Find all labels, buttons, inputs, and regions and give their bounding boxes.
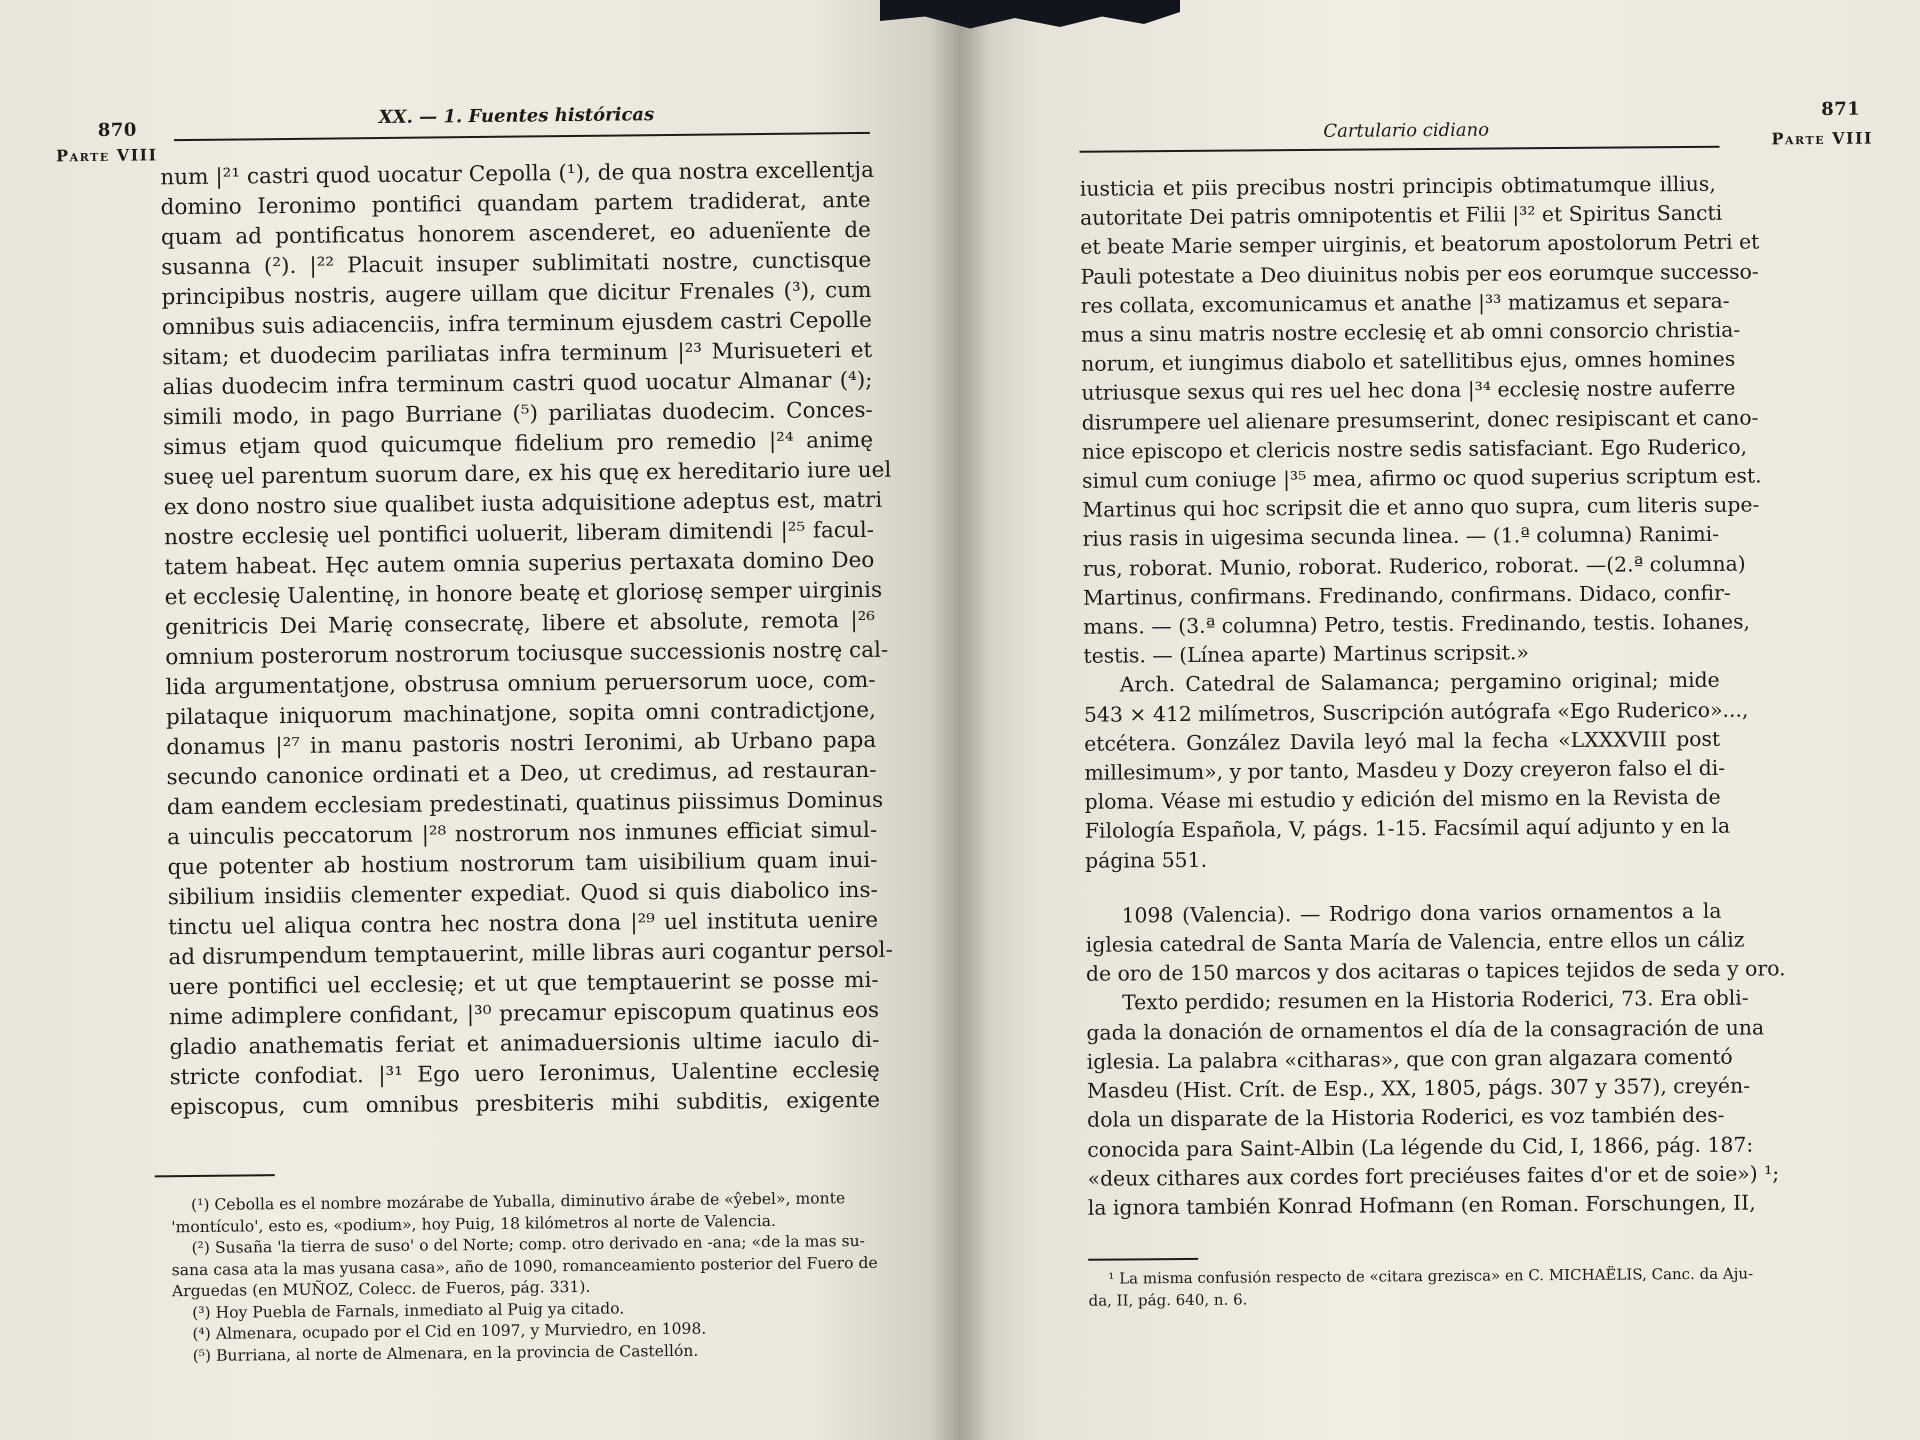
left-header-rule xyxy=(174,132,870,141)
right-line: res collata, excomunicamus et anathe |³³ matizamus et separa- xyxy=(1080,288,1730,318)
left-line: ad disrumpendum temptauerint, mille libras auri cogantur persol- xyxy=(168,937,893,971)
left-line: alias duodecim infra terminum castri quod uocatur Almanar (⁴); xyxy=(162,367,873,401)
right-line: mus a sinu matris nostre ecclesię et ab omni consorcio christia- xyxy=(1080,317,1741,347)
left-line: donamus |²⁷ in manu pastoris nostri Ieronimi, ab Urbano papa xyxy=(166,727,877,761)
left-line: et ecclesię Ualentinę, in honore beatę et gloriosę semper uirginis xyxy=(164,577,883,611)
left-line: lida argumentatjone, obstrusa omnium peruersorum uoce, com- xyxy=(165,667,876,701)
archive-line: página 551. xyxy=(1084,847,1208,873)
right-running-head: Cartulario cidiano xyxy=(1323,119,1490,142)
left-line: simili modo, in pago Burriane (⁵) pariliatas duodecim. Conces- xyxy=(162,397,873,431)
left-line: tinctu uel aliqua contra hec nostra dona |²⁹ uel instituta uenire xyxy=(168,907,879,941)
right-line: Pauli potestate a Deo diuinitus nobis per eos eorumque successo- xyxy=(1080,259,1759,289)
right-line: simul cum coniuge |³⁵ mea, afirmo oc quod superius scriptum est. xyxy=(1082,463,1762,493)
left-line: num |²¹ castri quod uocatur Cepolla (¹), de qua nostra excellentja xyxy=(160,157,875,191)
archive-line: Arch. Catedral de Salamanca; pergamino original; mide xyxy=(1119,668,1720,697)
entry-1098-line: 1098 (Valencia). — Rodrigo dona varios ornamentos a la xyxy=(1121,898,1722,928)
archive-line: etcétera. González Davila leyó mal la fecha «LXXXVIII post xyxy=(1084,726,1721,756)
left-line: stricte confodiat. |³¹ Ego uero Ieronimus, Ualentine ecclesię xyxy=(169,1057,880,1091)
left-running-head: XX. — 1. Fuentes históricas xyxy=(378,104,655,129)
left-line: uere pontifici uel ecclesię; et ut que temptauerint se posse mi- xyxy=(168,967,879,1001)
footnote-line: Arguedas (en MUÑOZ, Colecc. de Fueros, pág. 331). xyxy=(171,1277,591,1301)
right-line: nice episcopo et clericis nostre sedis satisfaciant. Ego Ruderico, xyxy=(1081,434,1748,464)
left-line: domino Ieronimo pontifici quandam partem tradiderat, ante xyxy=(160,187,871,221)
left-line: omnium posterorum nostrorum tociusque successionis nostrę cal- xyxy=(165,637,889,671)
left-line: simus etjam quod quicumque fidelium pro remedio |²⁴ animę xyxy=(163,427,874,461)
left-footnotes xyxy=(171,1188,885,1367)
left-line: que potenter ab hostium nostrorum tam uisibilium quam inui- xyxy=(167,847,878,881)
footnote-line: 'montículo', esto es, «podium», hoy Puig, 18 kilómetros al norte de Valencia. xyxy=(171,1211,777,1236)
right-line: testis. — (Línea aparte) Martinus scripsit.» xyxy=(1083,640,1530,669)
right-footnote-rule xyxy=(1088,1258,1198,1261)
right-line: rus, roborat. Munio, roborat. Ruderico, roborat. —(2.ª columna) xyxy=(1082,551,1746,581)
commentary-line: Texto perdido; resumen en la Historia Roderici, 73. Era obli- xyxy=(1122,986,1749,1015)
left-line: ex dono nostro siue qualibet iusta adquisitione adeptus est, matri xyxy=(163,487,883,521)
left-line: gladio anathematis feriat et animaduersionis ultime iaculo di- xyxy=(169,1027,880,1061)
left-line: omnibus suis adiacenciis, infra terminum ejusdem castri Cepolle xyxy=(161,307,872,341)
footnote-line: (³) Hoy Puebla de Farnals, inmediato al Puig ya citado. xyxy=(192,1299,625,1322)
right-page-number: 871 xyxy=(1821,98,1861,120)
footnote-line: (⁴) Almenara, ocupado por el Cid en 1097, y Murviedro, en 1098. xyxy=(192,1319,707,1344)
right-body-text xyxy=(1079,170,1786,1223)
left-line: dam eandem ecclesiam predestinati, quatinus piissimus Dominus xyxy=(166,787,884,821)
right-header-rule xyxy=(1080,146,1720,153)
footnote-line: sana casa ata la mas yusana casa», año de 1090, romanceamiento posterior del Fuero de xyxy=(171,1253,878,1279)
left-footnote-rule xyxy=(155,1174,275,1177)
left-line: secundo canonice ordinati et a Deo, ut credimus, ad restauran- xyxy=(166,757,877,791)
archive-line: ploma. Véase mi estudio y edición del mismo en la Revista de xyxy=(1084,785,1721,815)
entry-1098-line: iglesia catedral de Santa María de Valencia, entre ellos un cáliz xyxy=(1085,927,1745,957)
right-line: rius rasis in uigesima secunda linea. — (1.ª columna) Ranimi- xyxy=(1082,522,1720,552)
right-line: autoritate Dei patris omnipotentis et Filii |³² et Spiritus Sancti xyxy=(1079,200,1723,230)
archive-line: 543 × 412 milímetros, Suscripción autógrafa «Ego Ruderico»..., xyxy=(1083,697,1749,727)
left-line: sueę uel parentum suorum dare, ex his quę ex hereditario iure uel xyxy=(163,457,892,491)
right-line: Martinus qui hoc scripsit die et anno quo supra, cum literis supe- xyxy=(1082,492,1760,523)
left-line: pilataque iniquorum machinatjone, sopita omni contradictjone, xyxy=(165,697,877,731)
footnote-line: da, II, pág. 640, n. 6. xyxy=(1088,1290,1248,1310)
left-line: nostre ecclesię uel pontifici uoluerit, liberam dimitendi |²⁵ facul- xyxy=(163,517,875,551)
left-line: principibus nostris, augere uillam que dicitur Frenales (³), cum xyxy=(161,277,872,311)
left-line: genitricis Dei Marię consecratę, libere et absolute, remota |²⁶ xyxy=(164,607,876,641)
left-line: tatem habeat. Hęc autem omnia superius pertaxata domino Deo xyxy=(164,547,875,581)
right-line: utriusque sexus qui res uel hec dona |³⁴ ecclesię nostre auferre xyxy=(1081,376,1736,406)
footnote-line: (¹) Cebolla es el nombre mozárabe de Yuballa, diminutivo árabe de «ŷebel», monte xyxy=(190,1189,846,1215)
left-line: sitam; et duodecim pariliatas infra terminum |²³ Murisueteri et xyxy=(162,337,873,371)
right-line: disrumpere uel alienare presumserint, donec resipiscant et cano- xyxy=(1081,405,1759,435)
left-line: sibilium insidiis clementer expediat. Quod si quis diabolico ins- xyxy=(167,877,878,911)
footnote-line: ¹ La misma confusión respecto de «citara grezisca» en C. MICHAËLIS, Canc. da Aju- xyxy=(1108,1264,1754,1288)
commentary-line: Masdeu (Hist. Crít. de Esp., XX, 1805, págs. 307 y 357), creyén- xyxy=(1086,1073,1751,1103)
right-line: et beate Marie semper uirginis, et beatorum apostolorum Petri et xyxy=(1080,229,1760,260)
commentary-line: gada la donación de ornamentos el día de la consagración de una xyxy=(1086,1015,1765,1045)
right-part-label: Parte VIII xyxy=(1771,128,1874,149)
right-page xyxy=(958,0,1920,1440)
left-page-number: 870 xyxy=(97,119,137,141)
right-line: mans. — (3.ª columna) Petro, testis. Fredinando, testis. Iohanes, xyxy=(1083,609,1751,639)
left-part-label: Parte VIII xyxy=(55,145,158,166)
right-footnotes xyxy=(1088,1264,1754,1312)
left-line: a uinculis peccatorum |²⁸ nostrorum nos inmunes efficiat simul- xyxy=(167,817,878,851)
footnote-line: (⁵) Burriana, al norte de Almenara, en la provincia de Castellón. xyxy=(192,1341,699,1365)
commentary-line: dola un disparate de la Historia Roderici, es voz también des- xyxy=(1087,1103,1725,1133)
entry-1098-line: de oro de 150 marcos y dos acitaras o tapices tejidos de seda y oro. xyxy=(1085,956,1786,987)
left-line: susanna (²). |²² Placuit insuper sublimitati nostre, cunctisque xyxy=(161,247,872,281)
commentary-line: conocida para Saint-Albin (La légende du Cid, I, 1866, pág. 187: xyxy=(1087,1132,1754,1162)
left-line: episcopus, cum omnibus presbiteris mihi subditis, exigente xyxy=(169,1087,881,1121)
right-line: iusticia et piis precibus nostri principis obtimatumque illius, xyxy=(1079,171,1716,201)
left-line: quam ad pontificatus honorem ascenderet, eo aduenïente de xyxy=(160,217,872,251)
right-line: norum, et iungimus diabolo et satellitibus ejus, omnes homines xyxy=(1081,346,1736,377)
left-body-text xyxy=(160,156,893,1123)
left-page xyxy=(0,0,958,1440)
archive-line: Filología Española, V, págs. 1-15. Facsímil aquí adjunto y en la xyxy=(1084,814,1731,844)
right-line: Martinus, confirmans. Fredinando, confirmans. Didaco, confir- xyxy=(1082,580,1731,610)
book-gutter xyxy=(930,0,990,1440)
left-line: nime adimplere confidant, |³⁰ precamur episcopum quatinus eos xyxy=(168,997,880,1031)
commentary-line: iglesia. La palabra «citharas», que con gran algazara comentó xyxy=(1086,1044,1733,1074)
archive-line: millesimum», y por tanto, Masdeu y Dozy creyeron falso el di- xyxy=(1084,755,1726,785)
commentary-line: la ignora también Konrad Hofmann (en Roman. Forschungen, II, xyxy=(1087,1190,1756,1220)
footnote-line: (²) Susaña 'la tierra de suso' o del Norte; comp. otro derivado en -ana; «de la mas su- xyxy=(191,1231,865,1258)
commentary-line: «deux cithares aux cordes fort preciéuses faites d'or et de soie») ¹; xyxy=(1087,1161,1780,1191)
